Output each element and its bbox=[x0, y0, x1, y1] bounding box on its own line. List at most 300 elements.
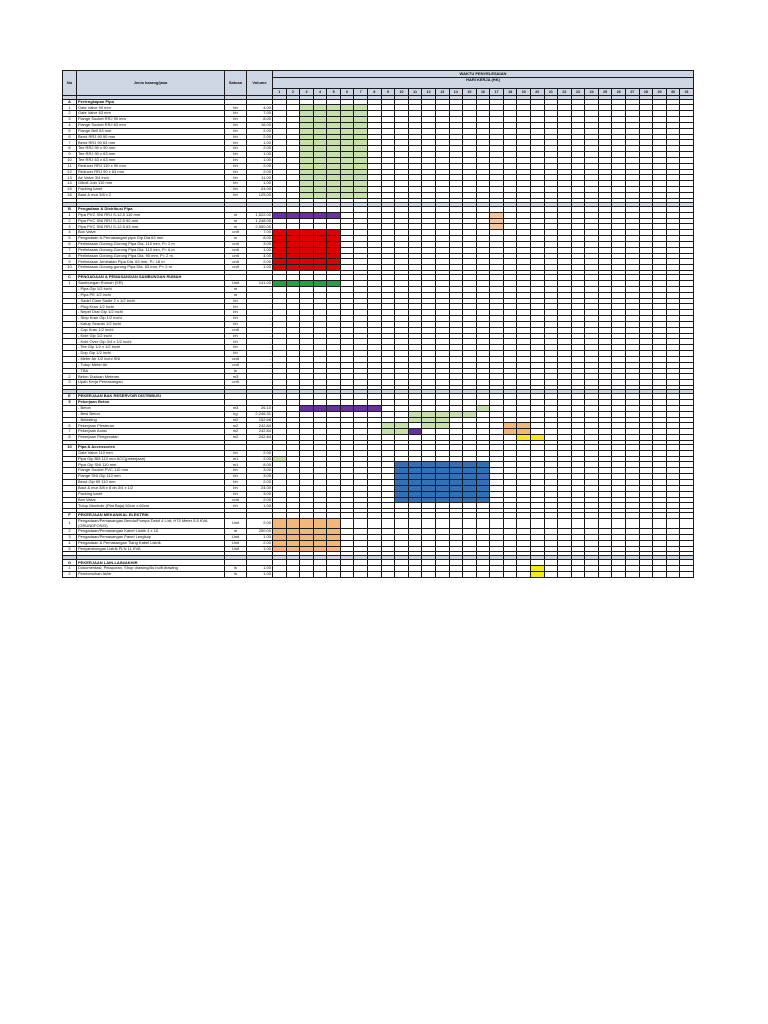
schedule-body bbox=[63, 95, 694, 577]
day-header: 22 bbox=[558, 89, 572, 96]
row-job-name: Tutup Manhole (Plat Baja) 60cm x 60cm bbox=[77, 503, 225, 509]
row-volume: - bbox=[247, 292, 273, 298]
row-job-name: Baut & mur 3/8 x 8 dn 3/4 x 1/2 bbox=[77, 485, 225, 491]
row-number: 6 bbox=[63, 134, 77, 140]
row-volume: 2,550.00 bbox=[247, 224, 273, 230]
row-volume: - bbox=[247, 333, 273, 339]
row-job-name: Baut & mur 3/8 x 2 bbox=[77, 193, 225, 199]
row-unit: bh bbox=[225, 351, 247, 357]
row-volume: 2.00 bbox=[247, 169, 273, 175]
day-cell bbox=[449, 519, 463, 529]
day-header: 31 bbox=[680, 89, 694, 96]
row-job-name: - Pipa PE 1/2 inchi bbox=[77, 292, 225, 298]
row-number: 6 bbox=[63, 241, 77, 247]
schedule-bar-cell bbox=[300, 519, 314, 529]
schedule-bar-cell bbox=[327, 519, 341, 529]
row-number: 4 bbox=[63, 540, 77, 546]
row-unit: bh bbox=[225, 157, 247, 163]
day-header: 21 bbox=[544, 89, 558, 96]
row-volume: - bbox=[247, 310, 273, 316]
day-cell bbox=[368, 519, 382, 529]
row-volume: 242.84 bbox=[247, 435, 273, 441]
row-volume: 4.00 bbox=[247, 253, 273, 259]
row-job-name: Gate Valve 110 mm bbox=[77, 450, 225, 456]
row-number: 14 bbox=[63, 181, 77, 187]
row-unit: unit bbox=[225, 327, 247, 333]
row-unit: bh bbox=[225, 152, 247, 158]
row-job-name: Flange Socket PVC 110 mm bbox=[77, 468, 225, 474]
row-number: 8 bbox=[63, 253, 77, 259]
row-unit: bh bbox=[225, 491, 247, 497]
row-unit: unit bbox=[225, 356, 247, 362]
row-number: 7 bbox=[63, 429, 77, 435]
row-volume: - bbox=[247, 298, 273, 304]
row-unit: ls bbox=[225, 566, 247, 572]
row-job-name: - Plug Kran 1/2 inchi bbox=[77, 304, 225, 310]
day-header: 26 bbox=[612, 89, 626, 96]
row-volume: 1.00 bbox=[247, 503, 273, 509]
row-volume: 2,246.31 bbox=[247, 411, 273, 417]
row-job-name: - TBA bbox=[77, 368, 225, 374]
row-job-name: Perlintasan Gorong-Gorong Pipa Dia. 110 mm, P= 6 m bbox=[77, 247, 225, 253]
day-cell bbox=[490, 519, 504, 529]
day-cell bbox=[598, 519, 612, 529]
row-volume: 3.00 bbox=[247, 241, 273, 247]
row-volume: 1.00 bbox=[247, 534, 273, 540]
row-job-name: Pekerjaan Beton bbox=[77, 400, 225, 406]
row-job-name: Pengadaan/Pemasangan Panel Lengkap bbox=[77, 534, 225, 540]
day-cell bbox=[626, 572, 640, 578]
row-job-name: Reducer RRJ 90 x 63 mm bbox=[77, 169, 225, 175]
row-job-name: Bend Gip 90 110 mm bbox=[77, 479, 225, 485]
row-volume: - bbox=[247, 351, 273, 357]
col-job-header: Jenis barang/jasa bbox=[77, 71, 225, 96]
row-job-name: - Sadel Clam Sadle 2 x 1/2 inchi bbox=[77, 298, 225, 304]
day-cell bbox=[680, 572, 694, 578]
row-number: 5 bbox=[63, 546, 77, 552]
row-volume: 1.00 bbox=[247, 566, 273, 572]
row-job-name: Packing karet bbox=[77, 491, 225, 497]
row-volume: 250.00 bbox=[247, 529, 273, 535]
row-number: 13 bbox=[63, 175, 77, 181]
row-unit: kg bbox=[225, 411, 247, 417]
row-unit: Unit bbox=[225, 534, 247, 540]
row-volume: 1,248.00 bbox=[247, 218, 273, 224]
row-unit: unit bbox=[225, 253, 247, 259]
day-header: 3 bbox=[300, 89, 314, 96]
row-job-name: Air Valve 3/4 inch bbox=[77, 175, 225, 181]
day-cell bbox=[639, 572, 653, 578]
day-cell bbox=[653, 572, 667, 578]
day-cell bbox=[463, 572, 477, 578]
day-header: 15 bbox=[463, 89, 477, 96]
day-cell bbox=[503, 572, 517, 578]
row-number: 10 bbox=[63, 265, 77, 271]
schedule-table bbox=[62, 70, 694, 578]
row-volume: 2.00 bbox=[247, 450, 273, 456]
row-unit: bh bbox=[225, 122, 247, 128]
row-unit: unit bbox=[225, 265, 247, 271]
row-job-name: Pipa PVC SNI RRJ S-12.5 63 mm bbox=[77, 224, 225, 230]
schedule-bar-cell bbox=[273, 519, 287, 529]
row-volume: 1.00 bbox=[247, 247, 273, 253]
row-job-name: Flange SNI Gip 110 mm bbox=[77, 474, 225, 480]
row-volume: 2.00 bbox=[247, 519, 273, 529]
row-unit: bh bbox=[225, 321, 247, 327]
row-number: 1 bbox=[63, 566, 77, 572]
row-number: 2 bbox=[63, 572, 77, 578]
row-volume: 152.68 bbox=[247, 417, 273, 423]
row-job-name: Pekerjaan Plesteran bbox=[77, 423, 225, 429]
row-number: 7 bbox=[63, 247, 77, 253]
row-number: 8 bbox=[63, 435, 77, 441]
row-unit: bh bbox=[225, 111, 247, 117]
day-header: 11 bbox=[408, 89, 422, 96]
row-job-name: Tee RRJ 90 x 63 mm bbox=[77, 152, 225, 158]
day-cell bbox=[435, 572, 449, 578]
schedule-header bbox=[63, 71, 694, 96]
row-volume: 1.00 bbox=[247, 140, 273, 146]
row-job-name: Pengadaan & Pemasangan Tiang Kabel Listrik bbox=[77, 540, 225, 546]
row-volume: 24.00 bbox=[247, 187, 273, 193]
day-cell bbox=[503, 519, 517, 529]
row-number: 3 bbox=[63, 224, 77, 230]
col-unit-header: Satuan bbox=[225, 71, 247, 96]
row-job-name: Sambungan Rumah (SR) bbox=[77, 280, 225, 286]
table-row bbox=[63, 572, 694, 578]
day-cell bbox=[544, 519, 558, 529]
row-unit: bh bbox=[225, 468, 247, 474]
row-unit: m1 bbox=[225, 462, 247, 468]
row-unit: unit bbox=[225, 380, 247, 386]
row-volume: 242.84 bbox=[247, 429, 273, 435]
day-header: 13 bbox=[435, 89, 449, 96]
row-unit: bh bbox=[225, 128, 247, 134]
row-volume: 1.00 bbox=[247, 572, 273, 578]
row-unit: bh bbox=[225, 298, 247, 304]
row-job-name: Perlintasan Gorong-gorong Pipa Dia. 63 mm, P= 2 m bbox=[77, 265, 225, 271]
row-volume: 2.00 bbox=[247, 163, 273, 169]
col-volume-header: Volume bbox=[247, 71, 273, 96]
day-cell bbox=[490, 572, 504, 578]
row-volume: 2.00 bbox=[247, 259, 273, 265]
row-job-name: Packing karet bbox=[77, 187, 225, 193]
day-cell bbox=[449, 572, 463, 578]
row-unit: bh bbox=[225, 503, 247, 509]
row-volume: 2.00 bbox=[247, 456, 273, 462]
row-number: 1 bbox=[63, 212, 77, 218]
day-header: 9 bbox=[381, 89, 395, 96]
row-job-name: Pipa & Accessories bbox=[77, 444, 225, 450]
row-unit: unit bbox=[225, 259, 247, 265]
day-cell bbox=[666, 572, 680, 578]
row-job-name: Dokumentasi, Pelaporan, Shop drawing/As built drawing bbox=[77, 566, 225, 572]
row-volume: - bbox=[247, 380, 273, 386]
row-job-name: Upah Kerja Pemasangan bbox=[77, 380, 225, 386]
day-cell bbox=[558, 572, 572, 578]
row-job-name: PEKERJAAN BAK RESERVOIR DISTRIBUSI bbox=[77, 394, 225, 400]
day-header: 10 bbox=[395, 89, 409, 96]
row-job-name: - Nepel Drat Gip 1/2 inchi bbox=[77, 310, 225, 316]
day-header: 6 bbox=[340, 89, 354, 96]
row-unit: m2 bbox=[225, 423, 247, 429]
day-header: 8 bbox=[368, 89, 382, 96]
day-header: 29 bbox=[653, 89, 667, 96]
day-cell bbox=[463, 519, 477, 529]
row-unit: m bbox=[225, 236, 247, 242]
row-unit: unit bbox=[225, 362, 247, 368]
row-number: 3 bbox=[63, 117, 77, 123]
row-unit: Unit bbox=[225, 546, 247, 552]
schedule-bar-cell bbox=[286, 519, 300, 529]
row-job-name: - Bekisting bbox=[77, 417, 225, 423]
day-cell bbox=[340, 519, 354, 529]
row-unit: bh bbox=[225, 140, 247, 146]
day-cell bbox=[517, 519, 531, 529]
day-header: 23 bbox=[571, 89, 585, 96]
row-number: C bbox=[63, 275, 77, 281]
row-number: 2 bbox=[63, 374, 77, 380]
day-cell bbox=[422, 519, 436, 529]
day-header: 18 bbox=[503, 89, 517, 96]
row-unit: bh bbox=[225, 117, 247, 123]
row-volume: 3.00 bbox=[247, 468, 273, 474]
row-unit: unit bbox=[225, 241, 247, 247]
row-job-name: Pembersihan Akhir bbox=[77, 572, 225, 578]
day-header: 27 bbox=[626, 89, 640, 96]
row-unit: bh bbox=[225, 316, 247, 322]
day-header: 24 bbox=[585, 89, 599, 96]
row-volume: - bbox=[247, 321, 273, 327]
day-header: 20 bbox=[530, 89, 544, 96]
day-cell bbox=[300, 572, 314, 578]
row-unit: bh bbox=[225, 146, 247, 152]
row-job-name: Pengadaan & Distribusi Pipa bbox=[77, 206, 225, 212]
row-number: G bbox=[63, 560, 77, 566]
row-job-name: Pekerjaan Acian bbox=[77, 429, 225, 435]
row-volume: 7.00 bbox=[247, 111, 273, 117]
row-job-name: Bend RRJ 90 90 mm bbox=[77, 134, 225, 140]
day-cell bbox=[422, 572, 436, 578]
row-unit: m bbox=[225, 292, 247, 298]
row-number: 2 bbox=[63, 111, 77, 117]
day-cell bbox=[313, 572, 327, 578]
day-header: 19 bbox=[517, 89, 531, 96]
row-unit: unit bbox=[225, 497, 247, 503]
day-header: 12 bbox=[422, 89, 436, 96]
day-cell bbox=[327, 572, 341, 578]
row-unit: m bbox=[225, 224, 247, 230]
table-row bbox=[63, 519, 694, 529]
day-cell bbox=[395, 572, 409, 578]
row-unit: bh bbox=[225, 163, 247, 169]
timeline-subtitle: HARI KERJA (HK) bbox=[273, 78, 694, 89]
row-job-name: - Cap Kran 1/2 inchi bbox=[77, 327, 225, 333]
row-unit: m bbox=[225, 529, 247, 535]
row-job-name: Perlintasan Jembatan Pipa Dia. 63 mm, P= 18 m bbox=[77, 259, 225, 265]
row-unit: unit bbox=[225, 230, 247, 236]
row-job-name: PENGADAAN & PEMASANGAN SAMBUNGAN RUMAH bbox=[77, 275, 225, 281]
row-unit: m2 bbox=[225, 417, 247, 423]
row-number: 3 bbox=[63, 534, 77, 540]
day-cell bbox=[666, 519, 680, 529]
day-cell bbox=[286, 572, 300, 578]
row-unit: bh bbox=[225, 134, 247, 140]
row-job-name: - Besi Beton bbox=[77, 411, 225, 417]
row-volume: 11.00 bbox=[247, 175, 273, 181]
row-job-name: Box Valve bbox=[77, 497, 225, 503]
row-volume: 1.00 bbox=[247, 265, 273, 271]
row-unit: m bbox=[225, 218, 247, 224]
row-unit: bh bbox=[225, 310, 247, 316]
day-cell bbox=[598, 572, 612, 578]
row-number: 16 bbox=[63, 193, 77, 199]
row-job-name: Pekerjaan Pengecatan bbox=[77, 435, 225, 441]
row-job-name: Tee RRJ 63 x 63 mm bbox=[77, 157, 225, 163]
day-cell bbox=[395, 519, 409, 529]
row-unit: Unit bbox=[225, 519, 247, 529]
row-number: 12 bbox=[63, 169, 77, 175]
row-number: 6 bbox=[63, 423, 77, 429]
row-number: 2 bbox=[63, 218, 77, 224]
day-header: 5 bbox=[327, 89, 341, 96]
row-number: 15 bbox=[63, 187, 77, 193]
row-unit: bh bbox=[225, 479, 247, 485]
row-volume: - bbox=[247, 304, 273, 310]
row-volume: 2.00 bbox=[247, 128, 273, 134]
row-number: 4 bbox=[63, 230, 77, 236]
row-job-name: Pipa PVC SNI RRJ S-12.5 110 mm bbox=[77, 212, 225, 218]
row-job-name: PEKERJAAN LAIN-LAIN/AKHIR bbox=[77, 560, 225, 566]
day-cell bbox=[368, 572, 382, 578]
row-unit: bh bbox=[225, 345, 247, 351]
row-unit: bh bbox=[225, 169, 247, 175]
row-volume: - bbox=[247, 356, 273, 362]
row-unit: bh bbox=[225, 181, 247, 187]
row-volume: 1.00 bbox=[247, 152, 273, 158]
schedule-bar-cell bbox=[313, 519, 327, 529]
row-volume: 24.00 bbox=[247, 485, 273, 491]
row-job-name: - Meter Air 1/2 inchi SNI bbox=[77, 356, 225, 362]
row-job-name: Pipa Gip SNI 110 mm bbox=[77, 462, 225, 468]
row-number: 2 bbox=[63, 529, 77, 535]
day-header: 30 bbox=[666, 89, 680, 96]
row-volume: 242.84 bbox=[247, 423, 273, 429]
row-volume: 2.00 bbox=[247, 540, 273, 546]
row-job-name: - Dop Gip 1/2 inchi bbox=[77, 351, 225, 357]
row-volume: 8.00 bbox=[247, 236, 273, 242]
day-cell bbox=[680, 519, 694, 529]
row-unit: bh bbox=[225, 450, 247, 456]
row-number: E bbox=[63, 394, 77, 400]
day-cell bbox=[653, 519, 667, 529]
row-job-name: - Katup Searah 1/2 inchi bbox=[77, 321, 225, 327]
row-job-name: Perlengkapan Pipa bbox=[77, 99, 225, 105]
row-job-name: Flange Socket RRJ 63 mm bbox=[77, 122, 225, 128]
row-volume: 26.10 bbox=[247, 405, 273, 411]
row-job-name: Flange Socket RRJ 90 mm bbox=[77, 117, 225, 123]
row-unit: Unit bbox=[225, 280, 247, 286]
row-job-name: Bend RRJ 90 63 mm bbox=[77, 140, 225, 146]
day-header: 4 bbox=[313, 89, 327, 96]
row-job-name: - Pipa Gip 1/2 inchi bbox=[77, 286, 225, 292]
row-number: 1 bbox=[63, 280, 77, 286]
row-volume: - bbox=[247, 286, 273, 292]
day-cell bbox=[585, 572, 599, 578]
row-number: F bbox=[63, 513, 77, 519]
row-number: 7 bbox=[63, 140, 77, 146]
row-number: 3 bbox=[63, 380, 77, 386]
row-unit: bh bbox=[225, 105, 247, 111]
row-volume: 1.00 bbox=[247, 546, 273, 552]
day-cell bbox=[408, 519, 422, 529]
row-volume: 2.00 bbox=[247, 479, 273, 485]
row-job-name: Beton Duduan Meteran bbox=[77, 374, 225, 380]
row-volume: 1,522.00 bbox=[247, 212, 273, 218]
day-cell bbox=[354, 519, 368, 529]
row-unit: m bbox=[225, 286, 247, 292]
day-cell bbox=[435, 519, 449, 529]
day-header: 14 bbox=[449, 89, 463, 96]
row-job-name: Pengadaan & Pemasangan pipa Gip Dia 63 mm bbox=[77, 236, 225, 242]
row-unit: m bbox=[225, 212, 247, 218]
row-job-name: PEKERJAAN MEKANIKAL ELEKTRIK bbox=[77, 513, 225, 519]
row-job-name: Box Valve bbox=[77, 230, 225, 236]
row-unit: bh bbox=[225, 193, 247, 199]
day-header: 7 bbox=[354, 89, 368, 96]
row-volume: 8.00 bbox=[247, 462, 273, 468]
row-job-name: Perlintasan Gorong-Gorong Pipa Dia. 110 mm, P= 2 m bbox=[77, 241, 225, 247]
row-job-name: - Beton bbox=[77, 405, 225, 411]
day-cell bbox=[340, 572, 354, 578]
row-unit: unit bbox=[225, 247, 247, 253]
row-volume: - bbox=[247, 339, 273, 345]
row-number: 5 bbox=[63, 400, 77, 406]
row-unit: bh bbox=[225, 339, 247, 345]
row-unit: m1 bbox=[225, 456, 247, 462]
row-job-name: Pipa PVC SNI RRJ S-12.5 90 mm bbox=[77, 218, 225, 224]
day-header: 17 bbox=[490, 89, 504, 96]
row-number: 10 bbox=[63, 157, 77, 163]
row-job-name: - Tutup Meter Air bbox=[77, 362, 225, 368]
row-unit: bh bbox=[225, 175, 247, 181]
row-job-name: Flange Bell 63 mm bbox=[77, 128, 225, 134]
row-unit: bh bbox=[225, 485, 247, 491]
row-job-name: Pengadaan/Pemasangan Benda/Pompa Debit 4 L/dt, H75 Meter 5.5 KVA (GRUNDFOS/D) bbox=[77, 519, 225, 529]
row-unit: m2 bbox=[225, 435, 247, 441]
row-volume: 7.00 bbox=[247, 230, 273, 236]
day-cell bbox=[639, 519, 653, 529]
row-unit: bh bbox=[225, 187, 247, 193]
row-job-name: Pengadaan/Pemasangan Kabel Listrik 4 x 16 bbox=[77, 529, 225, 535]
row-volume: 16.00 bbox=[247, 122, 273, 128]
day-cell bbox=[612, 519, 626, 529]
day-header: 25 bbox=[598, 89, 612, 96]
row-volume: 4.00 bbox=[247, 105, 273, 111]
row-volume: 8.00 bbox=[247, 117, 273, 123]
row-volume: 1.00 bbox=[247, 181, 273, 187]
day-cell bbox=[585, 519, 599, 529]
row-volume: - bbox=[247, 327, 273, 333]
row-unit: bh bbox=[225, 474, 247, 480]
row-job-name: Pipa Gip BM 110 mm ACC(pekerjaan) bbox=[77, 456, 225, 462]
row-number: 5 bbox=[63, 128, 77, 134]
row-unit: ls bbox=[225, 572, 247, 578]
row-number: 1 bbox=[63, 105, 77, 111]
row-unit: bh bbox=[225, 333, 247, 339]
timeline-title: WAKTU PENYELESAIAN bbox=[273, 71, 694, 78]
row-number: 11 bbox=[63, 163, 77, 169]
